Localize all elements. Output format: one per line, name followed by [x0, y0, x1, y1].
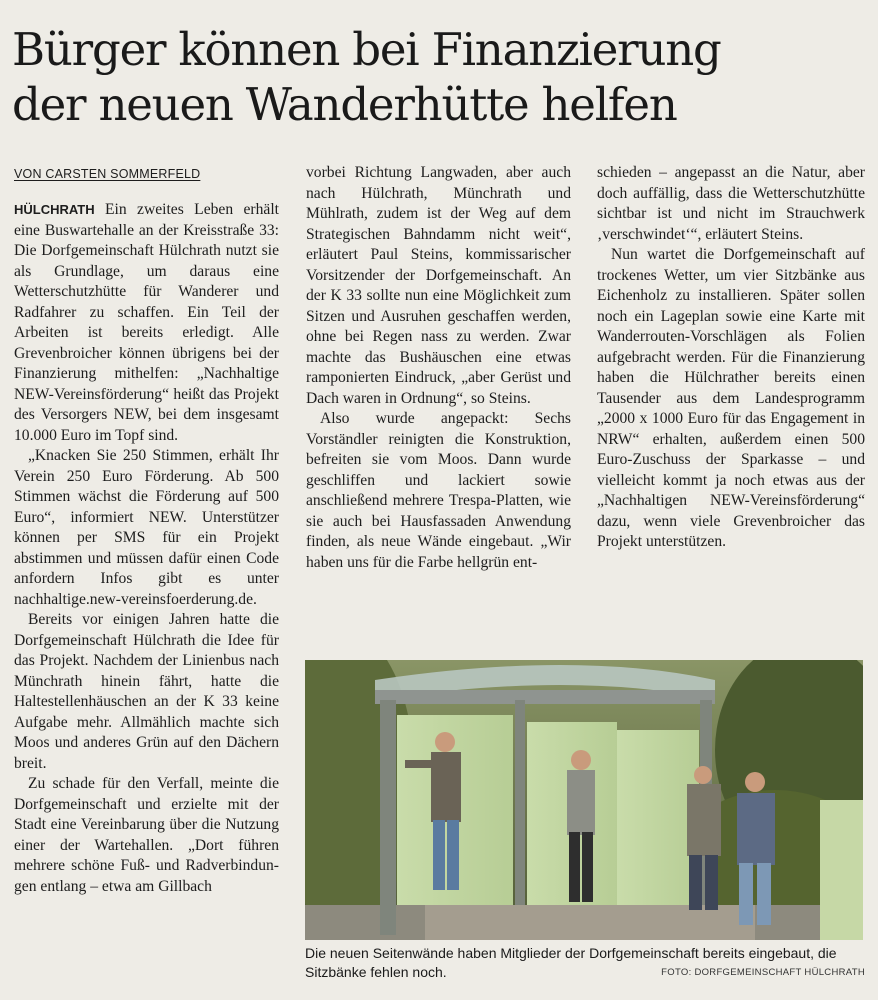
paragraph: Also wurde angepackt: Sechs Vorständler reinigten die Konstruktion, befreiten sie vom Moos. Dann wurde geschliffen und lackiert sowie anschließend mehrere Trespa-Platten, wie sie auch bei Hausfassaden Anwendung finden, als neue Wände eingebaut. „Wir haben uns für die Farbe hellgrün ent- [306, 410, 571, 571]
paragraph: Bereits vor einigen Jahren hatte die Dorfgemeinschaft Hülchrath die Idee für das Projekt. Nachdem der Linienbus nach Münchrath hinein fährt, hatte die Haltestellenhäuschen an der K 33 keine Aufgabe mehr. Allmählich machte sich Moos und anderes Grün auf den Dächern breit. [14, 611, 279, 772]
photo-credit: FOTO: DORFGEMEINSCHAFT HÜLCHRATH [661, 967, 865, 978]
paragraph: Zu schade für den Verfall, meinte die Dorfgemeinschaft und erzielte mit der Stadt eine Vereinbarung über die Nutzung einer der Wartehallen. „Dort führen mehrere schöne Fuß- und Radverbindungen entlang – etwa am Gillbach [14, 775, 279, 895]
article-photo [305, 660, 863, 940]
paragraph: Nun wartet die Dorfgemeinschaft auf trockenes Wetter, um vier Sitzbänke aus Eichenholz zu installieren. Später sollen noch ein Lageplan sowie eine Karte mit Wanderrouten-Vorschlägen als Folien aufgebracht werden. Für die Finanzierung haben die Hülchrather bereits einen Tausender aus dem Landesprogramm „2000 x 1000 Euro für das Engagement in NRW“ erhalten, außerdem einen 500 Euro-Zuschuss der Sparkasse – und vielleicht kommt ja noch etwas aus der „Nachhaltigen NEW-Vereinsförderung“ dazu, wenn viele Grevenbroicher das Projekt unterstützen. [597, 246, 865, 550]
photo-shelter-illustration [305, 660, 863, 940]
byline: VON CARSTEN SOMMERFELD [14, 167, 201, 181]
article-column-1 [14, 167, 279, 897]
paragraph-lead [14, 200, 279, 446]
paragraph: vorbei Richtung Langwaden, aber auch nach Hülchrath, Münchrath und Mühlrath, zudem ist der Weg auf dem Strategischen Bahndamm nicht weit“, erläutert Paul Steins, kommissarischer Vorsitzender der Dorfgemeinschaft. An der K 33 sollte nun eine Möglichkeit zum Sitzen und Ausruhen geschaffen werden, ohne bei Regen nass zu werden. Zwar machte das Bushäuschen eine etwas ramponierten Eindruck, „aber Gerüst und Dach waren in Ordnung“, so Steins. [306, 164, 571, 407]
paragraph: schieden – angepasst an die Natur, aber doch auffällig, dass die Wetterschutzhütte sichtbar ist und nicht im Strauchwerk ‚verschwindet‘“, erläutert Steins. [597, 164, 865, 243]
headline-line-2: der neuen Wanderhütte helfen [12, 78, 677, 131]
headline-line-1: Bürger können bei Finanzierung [12, 23, 721, 76]
article-column-3 [597, 163, 865, 553]
paragraph: „Knacken Sie 250 Stimmen, erhält Ihr Verein 250 Euro Förderung. Ab 500 Stimmen wächst die Förderung auf 500 Euro“, informiert NEW. Unterstützer können per SMS für ein Projekt abstimmen und müssen dafür einen Code anfordern Infos gibt es unter nachhaltige.new-vereinsfoerderung.de. [14, 447, 279, 608]
article-column-2 [306, 163, 571, 573]
headline [12, 22, 872, 132]
dateline: HÜLCHRATH [14, 202, 95, 217]
photo-caption: Die neuen Seitenwände haben Mitglieder der Dorfgemeinschaft bereits eingebaut, die Sitzbänke fehlen noch. [305, 945, 837, 980]
paragraph-lead-text: Ein zweites Leben erhält eine Buswartehalle an der Kreisstraße 33: Die Dorfgemeinschaft Hülchrath nutzt sie als Grundlage, um daraus eine Wetterschutzhütte für Wanderer und Radfahrer zu schaffen. Ein Teil der Arbeiten ist bereits erledigt. Alle Grevenbroicher können übrigens bei der Finanzierung mithelfen: „Nachhaltige NEW-Vereinsförderung“ heißt das Projekt des Versorgers NEW, bei dem insgesamt 10.000 Euro im Topf sind. [14, 201, 279, 444]
